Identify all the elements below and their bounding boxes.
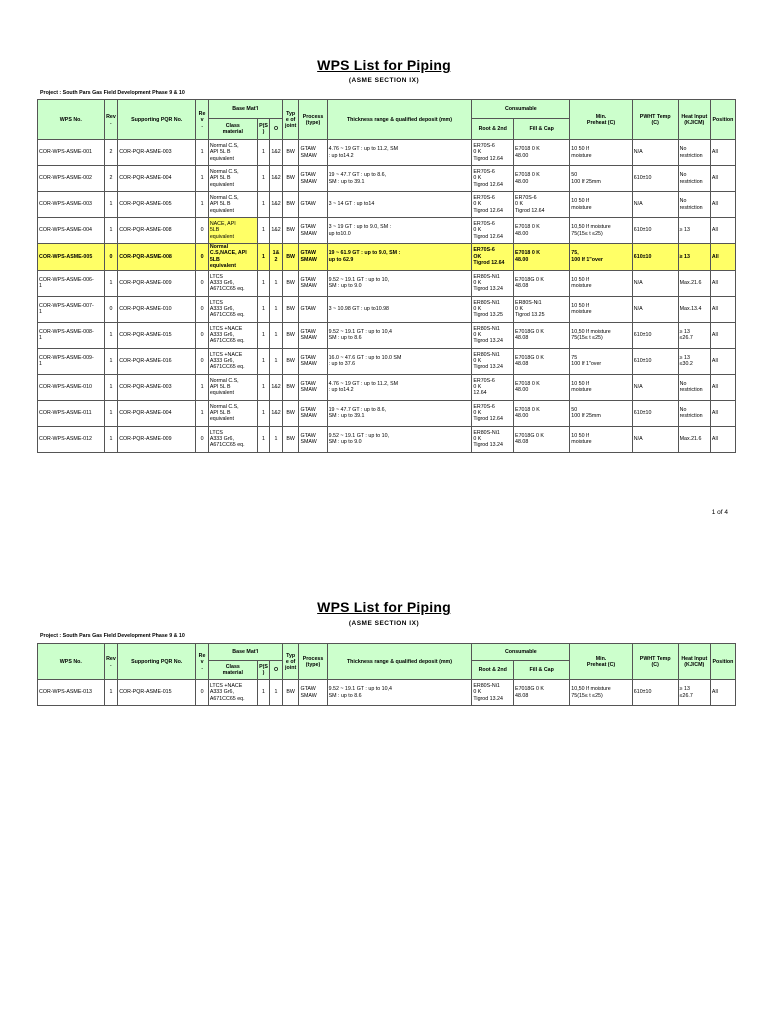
- thickness-cell: 9.52 ~ 19.1 GT : up to 10, SM : up to 9.0: [327, 426, 472, 452]
- thickness-cell: 19 ~ 47.7 GT : up to 8.6, SM : up to 39.1: [327, 166, 472, 192]
- pqr-no-cell: COR-PQR-ASME-008: [118, 244, 196, 271]
- wps-no-cell: COR-WPS-ASME-003: [38, 192, 105, 218]
- wps-no-cell: COR-WPS-ASME-012: [38, 426, 105, 452]
- col-process: Process (type): [299, 644, 327, 680]
- class-material-cell: Normal C.S, API 5L B equivalent: [208, 400, 257, 426]
- o-cell: 1: [270, 322, 283, 348]
- joint-type-cell: BW: [282, 270, 299, 296]
- p-cell: 1: [257, 218, 270, 244]
- col-position: Position: [710, 644, 735, 680]
- thickness-cell: 3 ~ 19 GT : up to 9.0, SM : up to10.0: [327, 218, 472, 244]
- root-consumable-cell: ER80S-Ni1 0 K Tigrod 13.24: [472, 270, 514, 296]
- table-row: [38, 426, 736, 452]
- preheat-cell: 50 100 If 25mm: [570, 400, 633, 426]
- page-title: WPS List for Piping: [317, 57, 451, 73]
- col-rev2: Rev .: [196, 100, 209, 140]
- class-material-cell: LTCS A333 Gr6, A671CC65 eq.: [208, 270, 257, 296]
- col-preheat: Min. Preheat (C): [570, 100, 633, 140]
- rev-cell: 1: [104, 218, 118, 244]
- process-cell: GTAW SMAW: [299, 322, 327, 348]
- pqr-no-cell: COR-PQR-ASME-004: [118, 166, 196, 192]
- root-consumable-cell: ER80S-Ni1 0 K Tigrod 13.25: [472, 296, 514, 322]
- pwht-cell: 610±10: [632, 400, 678, 426]
- process-cell: GTAW SMAW: [299, 426, 327, 452]
- preheat-cell: 10,50 If moisture 75(15≤ t ≤25): [570, 218, 633, 244]
- o-cell: 1: [270, 296, 283, 322]
- col-heat-input: Heat Input (KJ/CM): [678, 644, 710, 680]
- col-heat-input: Heat Input (KJ/CM): [678, 100, 710, 140]
- position-cell: All: [710, 270, 735, 296]
- fill-consumable-cell: E7018G 0 K 48.08: [514, 322, 570, 348]
- p-cell: 1: [257, 140, 270, 166]
- wps-no-cell: COR-WPS-ASME-005: [38, 244, 105, 271]
- fill-consumable-cell: E7018 0 K 48.00: [514, 400, 570, 426]
- col-wps-no: WPS No.: [38, 100, 105, 140]
- p-cell: 1: [257, 426, 270, 452]
- fill-consumable-cell: E7018 0 K 48.00: [514, 374, 570, 400]
- col-p: P(S): [257, 661, 270, 680]
- joint-type-cell: BW: [282, 426, 299, 452]
- col-base-matl: Base Mat'l: [208, 644, 282, 661]
- preheat-cell: 10 50 If moisture: [570, 270, 633, 296]
- page-title: WPS List for Piping: [317, 599, 451, 615]
- p-cell: 1: [257, 192, 270, 218]
- p-cell: 1: [257, 166, 270, 192]
- position-cell: All: [710, 244, 735, 271]
- root-consumable-cell: ER70S-6 0 K Tigrod 12.64: [472, 192, 514, 218]
- col-rev: Rev .: [104, 644, 118, 680]
- rev2-cell: 0: [196, 680, 209, 706]
- heat-input-cell: No restriction: [678, 400, 710, 426]
- p-cell: 1: [257, 244, 270, 271]
- root-consumable-cell: ER70S-6 OK Tigrod 12.64: [472, 244, 514, 271]
- table-row: [38, 296, 736, 322]
- o-cell: 1: [270, 270, 283, 296]
- pwht-cell: N/A: [632, 140, 678, 166]
- rev2-cell: 1: [196, 166, 209, 192]
- preheat-cell: 10 50 If moisture: [570, 426, 633, 452]
- heat-input-cell: ≥ 13 ≤26.7: [678, 322, 710, 348]
- rev-cell: 1: [104, 270, 118, 296]
- p-cell: 1: [257, 348, 270, 374]
- table-row: [38, 166, 736, 192]
- p-cell: 1: [257, 322, 270, 348]
- root-consumable-cell: ER80S-Ni1 0 K Tigrod 13.24: [472, 426, 514, 452]
- pqr-no-cell: COR-PQR-ASME-003: [118, 140, 196, 166]
- joint-type-cell: BW: [282, 140, 299, 166]
- col-process: Process (type): [299, 100, 327, 140]
- root-consumable-cell: ER70S-6 0 K Tigrod 12.64: [472, 400, 514, 426]
- preheat-cell: 75, 100 If 1"over: [570, 244, 633, 271]
- joint-type-cell: BW: [282, 166, 299, 192]
- wps-no-cell: COR-WPS-ASME-011: [38, 400, 105, 426]
- process-cell: GTAW SMAW: [299, 374, 327, 400]
- wps-no-cell: COR-WPS-ASME-002: [38, 166, 105, 192]
- rev-cell: 1: [104, 374, 118, 400]
- joint-type-cell: BW: [282, 244, 299, 271]
- col-o: O: [270, 661, 283, 680]
- col-pwht: PWHT Temp (C): [632, 100, 678, 140]
- rev2-cell: 0: [196, 218, 209, 244]
- rev-cell: 1: [104, 680, 118, 706]
- process-cell: GTAW SMAW: [299, 400, 327, 426]
- fill-consumable-cell: E7018 0 K 48.00: [514, 140, 570, 166]
- thickness-cell: 19 ~ 61.9 GT : up to 9.0, SM : up to 62.9: [327, 244, 472, 271]
- pwht-cell: N/A: [632, 270, 678, 296]
- preheat-cell: 75 100 If 1"over: [570, 348, 633, 374]
- preheat-cell: 50 100 If 25mm: [570, 166, 633, 192]
- preheat-cell: 10 50 If moisture: [570, 296, 633, 322]
- o-cell: 1&2: [270, 218, 283, 244]
- table-row: [38, 680, 736, 706]
- pwht-cell: 610±10: [632, 166, 678, 192]
- process-cell: GTAW SMAW: [299, 244, 327, 271]
- class-material-cell: LTCS +NACE A333 Gr6, A671CC65 eq.: [208, 680, 257, 706]
- p-cell: 1: [257, 400, 270, 426]
- joint-type-cell: BW: [282, 348, 299, 374]
- wps-table: [37, 99, 736, 453]
- class-material-cell: Normal C.S, API 5L B equivalent: [208, 374, 257, 400]
- col-o: O: [270, 119, 283, 140]
- col-base-matl: Base Mat'l: [208, 100, 282, 119]
- pwht-cell: N/A: [632, 192, 678, 218]
- position-cell: All: [710, 192, 735, 218]
- class-material-cell: Normal C.S,NACE, API 5LB equivalent: [208, 244, 257, 271]
- col-root: Root & 2nd: [472, 119, 514, 140]
- preheat-cell: 10 50 If moisture: [570, 140, 633, 166]
- preheat-cell: 10 50 If moisture: [570, 192, 633, 218]
- pwht-cell: 610±10: [632, 348, 678, 374]
- pqr-no-cell: COR-PQR-ASME-015: [118, 322, 196, 348]
- heat-input-cell: ≥ 13 ≤26.7: [678, 680, 710, 706]
- pqr-no-cell: COR-PQR-ASME-004: [118, 400, 196, 426]
- col-root: Root & 2nd: [472, 661, 514, 680]
- col-pqr-no: Supporting PQR No.: [118, 100, 196, 140]
- pwht-cell: N/A: [632, 374, 678, 400]
- col-fill: Fill & Cap: [514, 661, 570, 680]
- col-type-joint: Typ e of joint: [282, 100, 299, 140]
- class-material-cell: LTCS A333 Gr6, A671CC65 eq.: [208, 296, 257, 322]
- rev2-cell: 1: [196, 374, 209, 400]
- joint-type-cell: BW: [282, 680, 299, 706]
- heat-input-cell: ≥ 13 ≤30.2: [678, 348, 710, 374]
- rev-cell: 1: [104, 426, 118, 452]
- col-position: Position: [710, 100, 735, 140]
- o-cell: 1&2: [270, 140, 283, 166]
- rev2-cell: 0: [196, 296, 209, 322]
- fill-consumable-cell: E7018G 0 K 48.08: [514, 348, 570, 374]
- rev-cell: 0: [104, 244, 118, 271]
- thickness-cell: 9.52 ~ 19.1 GT : up to 10,4 SM : up to 8.6: [327, 680, 472, 706]
- page-subtitle: (ASME SECTION IX): [348, 77, 420, 84]
- pqr-no-cell: COR-PQR-ASME-009: [118, 426, 196, 452]
- col-p: P(S): [257, 119, 270, 140]
- p-cell: 1: [257, 296, 270, 322]
- fill-consumable-cell: E7018G 0 K 48.08: [514, 426, 570, 452]
- joint-type-cell: BW: [282, 218, 299, 244]
- rev2-cell: 0: [196, 270, 209, 296]
- thickness-cell: 19 ~ 47.7 GT : up to 8.6, SM : up to 39.1: [327, 400, 472, 426]
- process-cell: GTAW SMAW: [299, 270, 327, 296]
- class-material-cell: LTCS +NACE A333 Gr6, A671CC65 eq.: [208, 348, 257, 374]
- table-row: [38, 374, 736, 400]
- position-cell: All: [710, 296, 735, 322]
- preheat-cell: 10 50 If moisture: [570, 374, 633, 400]
- table-row: [38, 400, 736, 426]
- col-thickness: Thickness range & qualified deposit (mm): [327, 100, 472, 140]
- wps-no-cell: COR-WPS-ASME-006- 1: [38, 270, 105, 296]
- thickness-cell: 3 ~ 14 GT : up to14: [327, 192, 472, 218]
- pqr-no-cell: COR-PQR-ASME-005: [118, 192, 196, 218]
- wps-no-cell: COR-WPS-ASME-001: [38, 140, 105, 166]
- process-cell: GTAW SMAW: [299, 140, 327, 166]
- root-consumable-cell: ER80S-Ni1 0 K Tigrod 13.24: [472, 680, 514, 706]
- col-consumable: Consumable: [472, 100, 570, 119]
- process-cell: GTAW: [299, 192, 327, 218]
- fill-consumable-cell: ER70S-6 0 K Tigrod 12.64: [514, 192, 570, 218]
- heat-input-cell: No restriction: [678, 192, 710, 218]
- fill-consumable-cell: E7018G 0 K 48.08: [514, 680, 570, 706]
- class-material-cell: LTCS +NACE A333 Gr6, A671CC65 eq.: [208, 322, 257, 348]
- pwht-cell: N/A: [632, 296, 678, 322]
- table-header: [38, 644, 736, 680]
- table-row: [38, 192, 736, 218]
- page-number: 1 of 4: [711, 509, 728, 516]
- class-material-cell: Normal C.S, API 5L B equivalent: [208, 166, 257, 192]
- pqr-no-cell: COR-PQR-ASME-016: [118, 348, 196, 374]
- wps-no-cell: COR-WPS-ASME-004: [38, 218, 105, 244]
- rev2-cell: 0: [196, 426, 209, 452]
- o-cell: 1: [270, 680, 283, 706]
- table-row: [38, 244, 736, 271]
- fill-consumable-cell: ER80S-Ni1 0 K Tigrod 13.25: [514, 296, 570, 322]
- thickness-cell: 3 ~ 10.98 GT : up to10.98: [327, 296, 472, 322]
- heat-input-cell: No restriction: [678, 140, 710, 166]
- table-row: [38, 140, 736, 166]
- root-consumable-cell: ER70S-6 0 K Tigrod 12.64: [472, 140, 514, 166]
- wps-no-cell: COR-WPS-ASME-009- 1: [38, 348, 105, 374]
- table-body: [38, 140, 736, 453]
- fill-consumable-cell: E7018 0 K 48.00: [514, 244, 570, 271]
- col-class-material: Class material: [208, 661, 257, 680]
- rev-cell: 1: [104, 400, 118, 426]
- heat-input-cell: No restriction: [678, 166, 710, 192]
- project-label: Project : South Pars Gas Field Development Phase 9 & 10: [40, 90, 185, 96]
- heat-input-cell: Max.21.6: [678, 426, 710, 452]
- class-material-cell: NACE, API 5LB equivalent: [208, 218, 257, 244]
- position-cell: All: [710, 166, 735, 192]
- wps-no-cell: COR-WPS-ASME-010: [38, 374, 105, 400]
- process-cell: GTAW SMAW: [299, 166, 327, 192]
- pwht-cell: 610±10: [632, 322, 678, 348]
- position-cell: All: [710, 348, 735, 374]
- fill-consumable-cell: E7018 0 K 48.00: [514, 166, 570, 192]
- position-cell: All: [710, 400, 735, 426]
- joint-type-cell: BW: [282, 296, 299, 322]
- joint-type-cell: BW: [282, 400, 299, 426]
- o-cell: 1&2: [270, 192, 283, 218]
- process-cell: GTAW SMAW: [299, 218, 327, 244]
- pqr-no-cell: COR-PQR-ASME-009: [118, 270, 196, 296]
- rev2-cell: 1: [196, 140, 209, 166]
- col-class-material: Class material: [208, 119, 257, 140]
- root-consumable-cell: ER70S-6 0 K 12.64: [472, 374, 514, 400]
- col-preheat: Min. Preheat (C): [570, 644, 633, 680]
- heat-input-cell: No restriction: [678, 374, 710, 400]
- rev-cell: 0: [104, 296, 118, 322]
- pqr-no-cell: COR-PQR-ASME-008: [118, 218, 196, 244]
- table-row: [38, 218, 736, 244]
- o-cell: 1: [270, 426, 283, 452]
- col-rev2: Rev .: [196, 644, 209, 680]
- class-material-cell: Normal C.S, API 5L B equivalent: [208, 140, 257, 166]
- table-header: [38, 100, 736, 140]
- heat-input-cell: ≥ 13: [678, 244, 710, 271]
- o-cell: 1&2: [270, 166, 283, 192]
- wps-no-cell: COR-WPS-ASME-008- 1: [38, 322, 105, 348]
- thickness-cell: 4.76 ~ 19 GT : up to 11.2, SM : up to14.2: [327, 374, 472, 400]
- process-cell: GTAW: [299, 296, 327, 322]
- table-body: [38, 680, 736, 706]
- thickness-cell: 4.76 ~ 19 GT : up to 11.2, SM : up to14.2: [327, 140, 472, 166]
- pqr-no-cell: COR-PQR-ASME-010: [118, 296, 196, 322]
- thickness-cell: 16.0 ~ 47.6 GT : up to 10.0 SM : up to 37.6: [327, 348, 472, 374]
- fill-consumable-cell: E7018G 0 K 48.08: [514, 270, 570, 296]
- rev-cell: 1: [104, 348, 118, 374]
- p-cell: 1: [257, 270, 270, 296]
- table-row: [38, 348, 736, 374]
- position-cell: All: [710, 218, 735, 244]
- root-consumable-cell: ER80S-Ni1 0 K Tigrod 13.24: [472, 322, 514, 348]
- preheat-cell: 10,50 If moisture 75(15≤ t ≤25): [570, 322, 633, 348]
- table-row: [38, 270, 736, 296]
- heat-input-cell: ≥ 13: [678, 218, 710, 244]
- pwht-cell: 610±10: [632, 244, 678, 271]
- rev-cell: 2: [104, 166, 118, 192]
- p-cell: 1: [257, 374, 270, 400]
- rev-cell: 2: [104, 140, 118, 166]
- process-cell: GTAW SMAW: [299, 680, 327, 706]
- position-cell: All: [710, 374, 735, 400]
- heat-input-cell: Max.21.6: [678, 270, 710, 296]
- root-consumable-cell: ER70S-6 0 K Tigrod 12.64: [472, 218, 514, 244]
- pwht-cell: 610±10: [632, 680, 678, 706]
- class-material-cell: LTCS A333 Gr6, A671CC65 eq.: [208, 426, 257, 452]
- process-cell: GTAW SMAW: [299, 348, 327, 374]
- col-consumable: Consumable: [472, 644, 570, 661]
- pwht-cell: 610±10: [632, 218, 678, 244]
- pqr-no-cell: COR-PQR-ASME-015: [118, 680, 196, 706]
- o-cell: 1: [270, 348, 283, 374]
- joint-type-cell: BW: [282, 192, 299, 218]
- rev2-cell: 1: [196, 192, 209, 218]
- o-cell: 1&2: [270, 374, 283, 400]
- wps-no-cell: COR-WPS-ASME-007- 1: [38, 296, 105, 322]
- col-pwht: PWHT Temp (C): [632, 644, 678, 680]
- joint-type-cell: BW: [282, 322, 299, 348]
- rev-cell: 1: [104, 322, 118, 348]
- joint-type-cell: BW: [282, 374, 299, 400]
- page-subtitle: (ASME SECTION IX): [348, 620, 420, 627]
- p-cell: 1: [257, 680, 270, 706]
- root-consumable-cell: ER70S-6 0 K Tigrod 12.64: [472, 166, 514, 192]
- position-cell: All: [710, 140, 735, 166]
- rev2-cell: 0: [196, 348, 209, 374]
- position-cell: All: [710, 322, 735, 348]
- table-row: [38, 322, 736, 348]
- thickness-cell: 9.52 ~ 19.1 GT : up to 10,4 SM : up to 8.6: [327, 322, 472, 348]
- fill-consumable-cell: E7018 0 K 48.00: [514, 218, 570, 244]
- o-cell: 1&2: [270, 244, 283, 271]
- rev2-cell: 0: [196, 322, 209, 348]
- wps-table: [37, 643, 736, 706]
- col-rev: Rev .: [104, 100, 118, 140]
- rev2-cell: 0: [196, 244, 209, 271]
- position-cell: All: [710, 426, 735, 452]
- position-cell: All: [710, 680, 735, 706]
- col-type-joint: Typ e of joint: [282, 644, 299, 680]
- wps-no-cell: COR-WPS-ASME-013: [38, 680, 105, 706]
- heat-input-cell: Max.13.4: [678, 296, 710, 322]
- root-consumable-cell: ER80S-Ni1 0 K Tigrod 13.24: [472, 348, 514, 374]
- pqr-no-cell: COR-PQR-ASME-003: [118, 374, 196, 400]
- col-wps-no: WPS No.: [38, 644, 105, 680]
- preheat-cell: 10,50 If moisture 75(15≤ t ≤25): [570, 680, 633, 706]
- thickness-cell: 9.52 ~ 19.1 GT : up to 10, SM : up to 9.0: [327, 270, 472, 296]
- rev2-cell: 1: [196, 400, 209, 426]
- rev-cell: 1: [104, 192, 118, 218]
- pwht-cell: N/A: [632, 426, 678, 452]
- col-fill: Fill & Cap: [514, 119, 570, 140]
- col-pqr-no: Supporting PQR No.: [118, 644, 196, 680]
- o-cell: 1&2: [270, 400, 283, 426]
- class-material-cell: Normal C.S, API 5L B equivalent: [208, 192, 257, 218]
- project-label: Project : South Pars Gas Field Development Phase 9 & 10: [40, 633, 185, 639]
- col-thickness: Thickness range & qualified deposit (mm): [327, 644, 472, 680]
